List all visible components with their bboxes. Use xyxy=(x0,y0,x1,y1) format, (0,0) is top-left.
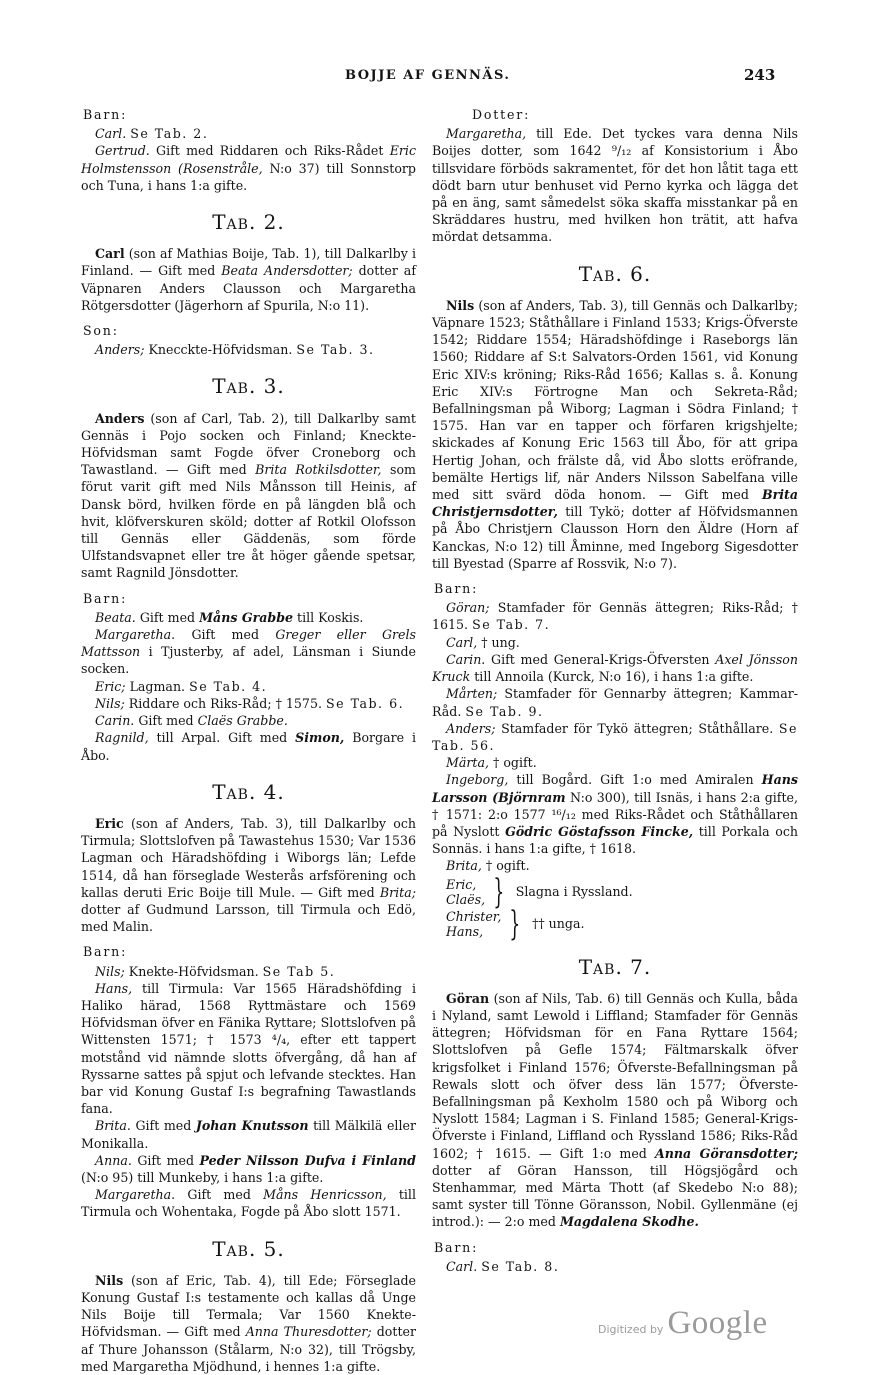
son-label: Son: xyxy=(83,323,119,339)
child-entry: Carl, † ung. xyxy=(446,634,520,650)
child-entry: Ragnild, till Arpal. Gift med Simon, Borgare i Åbo. xyxy=(81,730,416,763)
brace-icon: } xyxy=(493,871,505,912)
child-name: Christer, xyxy=(446,908,502,924)
right-column xyxy=(432,106,798,1275)
child-entry: Gertrud. Gift med Riddaren och Riks-Rådet Eric Holmstensson (Rosenstråle, N:o 37) till Sonnstorp och Tuna, i hans 1:a gifte. xyxy=(81,143,416,193)
child-entry: Märta, † ogift. xyxy=(446,755,537,771)
digitization-watermark xyxy=(598,1305,768,1342)
child-entry: Anna. Gift med Peder Nilsson Dufva i Finland (N:o 95) till Munkeby, i hans 1:a gifte. xyxy=(81,1152,416,1185)
table-heading: Tab. 5. xyxy=(212,1236,285,1261)
genealogy-entry: Nils (son af Eric, Tab. 4), till Ede; Förseglade Konung Gustaf I:s testamente och kallas då Unge Nils Boije till Termala; Var 1560 Knekte-Höfvidsman. — Gift med Anna Thuresdotter; dotter af Thure Johansson (Stålarm, N:o 32), till Trögsby, med Margaretha Mjödhund, i hennes 1:a gifte. xyxy=(81,1272,416,1374)
brace-names xyxy=(446,877,485,907)
child-entry: Brita, † ogift. xyxy=(446,858,530,874)
table-heading: Tab. 7. xyxy=(578,954,652,979)
brace-icon: } xyxy=(509,903,521,944)
brace-group-slain xyxy=(446,871,798,912)
genealogy-entry: Carl (son af Mathias Boije, Tab. 1), till Dalkarlby i Finland. — Gift med Beata Andersdotter; dotter af Väpnaren Anders Clausson och Margaretha Rötgersdotter (Jägerhorn af Spurila, N:o 11). xyxy=(81,246,416,313)
genealogy-entry: Anders (son af Carl, Tab. 2), till Dalkarlby samt Gennäs i Pojo socken och Finland; Kneckte-Höfvidsman samt Fogde öfver Croneborg och Tawastland. — Gift med Brita Rotkilsdotter, som förut varit gift med Nils Månsson till Heinis, af Dansk börd, hvilken förde en på längden blå och hvit, klöfverskuren sköld; dotter af Rotkil Olofsson till Gennäs eller Gäddenäs, som förde Ulfstandsvapnet eller tre åt höger gående spetsar, samt Ragnild Jönsdotter. xyxy=(81,410,416,581)
child-name: Claës, xyxy=(446,891,486,907)
child-entry: Brita. Gift med Johan Knutsson till Mälkilä eller Monikalla. xyxy=(81,1118,416,1151)
child-entry: Göran; Stamfader för Gennäs ättegren; Riks-Råd; † 1615. Se Tab. 7. xyxy=(432,600,798,633)
child-entry: Carl. Se Tab. 2. xyxy=(95,126,209,142)
brace-group-young xyxy=(446,903,798,944)
children-label: Barn: xyxy=(434,1239,479,1255)
children-label: Barn: xyxy=(83,944,128,960)
page-number: 243 xyxy=(744,66,776,84)
child-name: Eric, xyxy=(446,876,477,892)
child-entry: Ingeborg, till Bogård. Gift 1:o med Amiralen Hans Larsson (Björnram N:o 300), till Isnäs, i hans 2:a gifte, † 1571: 2:o 1577 ¹⁶/₁₂ med Riks-Rådet och Ståthållaren på Nyslott Gödric Göstafsson Fincke, till Porkala och Sonnäs. i hans 1:a gifte, † 1618. xyxy=(432,772,798,857)
genealogy-entry: Göran (son af Nils, Tab. 6) till Gennäs och Kulla, båda i Nyland, samt Lewold i Liffland; Stamfader för Gennäs ättegren; Höfvidsman för en Fana Ryttare 1564; Slottslofven på Gefle 1574; Fältmarskalk öfver krigsfolket i Finland 1576; Öfverste-Befallningsman på Rewals slott och öfver dess län 1577; Öfverste-Befallningsman på Kexholm 1580 och på Wiborg och Nyslott 1584; Lagman i S. Finland 1585; General-Krigs-Öfverste i Finland, Liffland och Ryssland 1586; Riks-Råd 1602; † 1615. — Gift 1:o med Anna Göransdotter; dotter af Göran Hansson, till Högsjögård och Stenhammar, med Märta Thott (af Skedebo N:o 88); samt syster till Tönne Göransson, Nobil. Gyllenmäne (ej introd.): — 2:o med Magdalena Skodhe. xyxy=(432,990,798,1230)
child-entry: Margaretha, till Ede. Det tyckes vara denna Nils Boijes dotter, som 1642 ⁹/₁₂ af Konsistorium i Åbo tillsvidare förböds sakramentet, för det hon låtit taga ett dödt barn utur benhuset vid Perno kyrka och lägga det på en äng, samt såmedelst söka skaffa misstankar på en Skräddares hustru, med hvilken hon trätit, att hafva mördat detsamma. xyxy=(432,126,798,245)
child-entry: Margaretha. Gift med Greger eller Grels Mattsson i Tjusterby, af adel, Länsman i Siunde socken. xyxy=(81,627,416,677)
genealogy-entry: Nils (son af Anders, Tab. 3), till Gennäs och Dalkarlby; Väpnare 1523; Ståthållare i Finland 1533; Krigs-Öfverste 1542; Riddare 1554; Häradshöfdinge i Raseborgs län 1560; Riddare af S:t Salvators-Orden 1561, vid Konung Eric XIV:s kröning; Riks-Råd 1656; Kallas s. å. Konung Eric XIV:s Förtrogne Man och Sekreta-Råd; Befallningsman på Wiborg; Lagman i Södra Finland; † 1575. Han var en tapper och förfaren krigshjelte; skickades af Konung Eric 1563 till Åbo, för att gripa Hertig Johan, och frälste då, vid Åbo slotts eröfrande, bemälte Hertigs lif, när Anders Nilsson Sabelfana ville med sitt svärd döda honom. — Gift med Brita Christjernsdotter, till Tykö; dotter af Höfvidsmannen på Åbo Christjern Clausson Horn den Äldre (Horn af Kanckas, N:o 12) till Åminne, med Ingeborg Sigesdotter till Byestad (Sparre af Rossvik, N:o 7). xyxy=(432,297,798,571)
running-title: BOJJE AF GENNÄS. xyxy=(345,68,511,83)
child-entry: Mårten; Stamfader för Gennarby ättegren; Kammar-Råd. Se Tab. 9. xyxy=(432,686,798,719)
children-label: Barn: xyxy=(434,581,479,597)
table-heading: Tab. 6. xyxy=(578,261,652,286)
child-entry: Anders; Stamfader för Tykö ättegren; Ståthållare. Se Tab. 56. xyxy=(432,720,798,753)
children-label: Barn: xyxy=(83,107,128,122)
child-entry: Hans, till Tirmula: Var 1565 Häradshöfding i Haliko härad, 1568 Ryttmästare och 1569 Höfvidsman öfver en Fänika Ryttare; Slottslofven på Wittensten 1571; † 1573 ⁴/₄, efter ett tappert motstånd vid nämnde slotts öfvergång, då han af Ryssarne sattes på spjut och lefvande stecktes. Han bar vid Konung Gustaf I:s begrafning Tawastlands fana. xyxy=(81,980,416,1117)
child-entry: Margaretha. Gift med Måns Henricsson, till Tirmula och Wohentaka, Fogde på Åbo slott 1571. xyxy=(81,1187,416,1220)
watermark-caption: Digitized by xyxy=(598,1323,664,1336)
daughter-label: Dotter: xyxy=(472,107,531,122)
group-note: Slagna i Ryssland. xyxy=(515,884,633,900)
child-entry: Carl. Se Tab. 8. xyxy=(446,1258,560,1274)
child-name: Hans, xyxy=(446,923,484,939)
table-heading: Tab. 4. xyxy=(212,779,285,804)
child-entry: Anders; Knecckte-Höfvidsman. Se Tab. 3. xyxy=(95,342,375,358)
brace-names xyxy=(446,909,501,939)
children-label: Barn: xyxy=(83,590,128,606)
google-logo: Google xyxy=(667,1305,768,1341)
child-entry: Nils; Knekte-Höfvidsman. Se Tab 5. xyxy=(95,963,336,979)
child-entry: Carin. Gift med General-Krigs-Öfversten Axel Jönsson Kruck till Annoila (Kurck, N:o 16), i hans 1:a gifte. xyxy=(432,651,798,685)
group-note: †† unga. xyxy=(532,916,585,932)
table-heading: Tab. 2. xyxy=(212,210,285,235)
child-entry: Beata. Gift med Måns Grabbe till Koskis. xyxy=(95,609,364,625)
child-entry: Eric; Lagman. Se Tab. 4. xyxy=(95,678,268,694)
table-heading: Tab. 3. xyxy=(212,374,285,399)
child-entry: Carin. Gift med Claës Grabbe. xyxy=(95,713,288,729)
left-column xyxy=(81,106,416,1375)
genealogy-entry: Eric (son af Anders, Tab. 3), till Dalkarlby och Tirmula; Slottslofven på Tawastehus 1530; Var 1536 Lagman och Häradshöfding i Wiborgs län; Lefde 1514, då han förseglade Westerås arfsförening och kallas deruti Eric Boije till Mule. — Gift med Brita; dotter af Gudmund Larsson, till Tirmula och Edö, med Malin. xyxy=(81,815,416,935)
child-entry: Nils; Riddare och Riks-Råd; † 1575. Se Tab. 6. xyxy=(95,695,405,711)
